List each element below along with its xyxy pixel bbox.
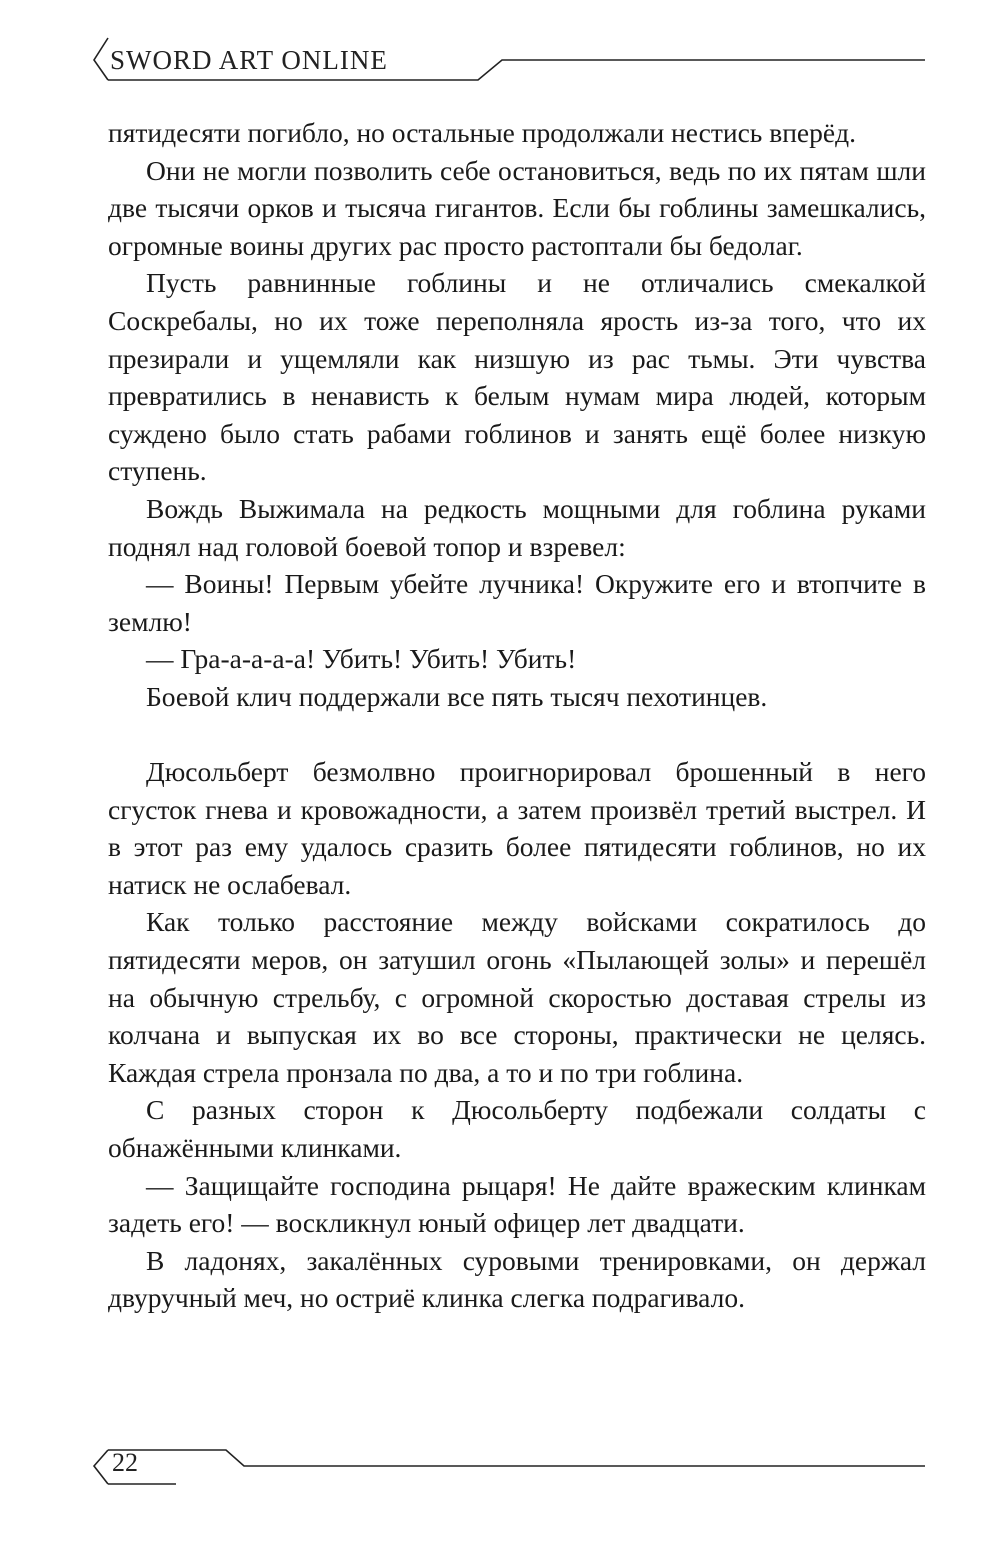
paragraph: С разных сторон к Дюсольберту подбежали солдаты с обнажёнными клинками.	[108, 1094, 926, 1164]
dialogue-line: — Гра-а-а-а-а! Убить! Убить! Убить!	[146, 643, 577, 675]
paragraph: Боевой клич поддержали все пять тысяч пехотинцев.	[146, 680, 768, 712]
paragraph: Дюсольберт безмолвно проигнорировал брошенный в него сгусток гнева и кровожадности, а затем произвёл третий выстрел. И в этот раз ему удалось сразить более пятидесяти гоблинов, но их натиск не ослабевал.	[108, 756, 926, 900]
dialogue-line: — Воины! Первым убейте лучника! Окружите его и втопчите в землю!	[108, 568, 926, 637]
paragraph: пятидесяти погибло, но остальные продолжали нестись вперёд.	[108, 117, 856, 148]
paragraph: Как только расстояние между войсками сократилось до пятидесяти меров, он затушил огонь «Пылающей золы» и перешёл на обычную стрельбу, с огромной скоростью доставая стрелы из колчана и выпуская их во все стороны, практически не целясь. Каждая стрела пронзала по два, а то и по три гоблина.	[108, 906, 926, 1088]
page-body	[108, 114, 926, 1317]
paragraph: Они не могли позволить себе остановиться, ведь по их пятам шли две тысячи орков и тысяча гигантов. Если бы гоблины замешкались, огромные воины других рас просто растоптали бы бедолаг.	[108, 154, 926, 261]
paragraph: В ладонях, закалённых суровыми тренировками, он держал двуручный меч, но остриё клинка слегка подрагивало.	[108, 1244, 926, 1314]
paragraph: Пусть равнинные гоблины и не отличались смекалкой Соскребалы, но их тоже переполняла ярость из-за того, что их презирали и ущемляли как низшую из рас тьмы. Эти чувства превратились в ненависть к белым нумам мира людей, которым суждено было стать рабами гоблинов и занять ещё более низкую ступень.	[108, 267, 926, 487]
page-number: 22	[112, 1448, 138, 1477]
paragraph: Вождь Выжимала на редкость мощными для гоблина руками поднял над головой боевой топор и взревел:	[108, 492, 926, 562]
footer-ornament	[0, 1440, 1000, 1500]
dialogue-line: — Защищайте господина рыцаря! Не дайте вражеским клинкам задеть его! — воскликнул юный офицер лет двадцати.	[108, 1169, 926, 1239]
book-title: SWORD ART ONLINE	[110, 45, 388, 75]
page-footer	[0, 1440, 1000, 1500]
page-header	[0, 0, 1000, 90]
scene-break	[108, 716, 926, 754]
